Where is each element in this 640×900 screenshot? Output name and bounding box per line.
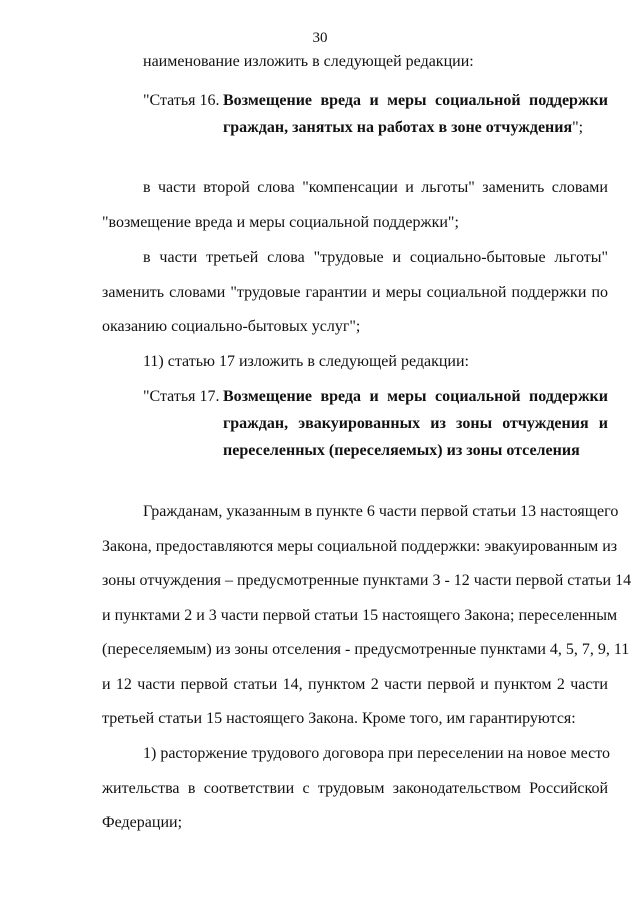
subitem-1-line-2: жительства в соответствии с трудовым законодательством Российской (102, 780, 608, 797)
part2-change-line-1: в части второй слова "компенсации и льготы" заменить словами (143, 179, 608, 196)
part3-change-line-1: в части третьей слова "трудовые и социально-бытовые льготы" (143, 249, 608, 266)
item-11-line: 11) статью 17 изложить в следующей редакции: (143, 353, 469, 370)
subitem-1-line-1: 1) расторжение трудового договора при переселении на новое место (143, 745, 610, 762)
article-16-title-closing: "; (572, 119, 584, 136)
article-17-title-line-1: Возмещение вреда и меры социальной поддержки (223, 388, 608, 405)
body-paragraph-line-3: зоны отчуждения – предусмотренные пунктами 3 - 12 части первой статьи 14 (102, 572, 632, 589)
part2-change-line-2: "возмещение вреда и меры социальной поддержки"; (102, 214, 459, 231)
article-17-title-line-3: переселенных (переселяемых) из зоны отселения (223, 442, 580, 459)
body-paragraph-line-2: Закона, предоставляются меры социальной поддержки: эвакуированным из (102, 538, 618, 555)
intro-line: наименование изложить в следующей редакции: (143, 53, 474, 70)
body-paragraph-line-7: третьей статьи 15 настоящего Закона. Кроме того, им гарантируются: (102, 710, 576, 727)
article-17-title-line-2: граждан, эвакуированных из зоны отчуждения и (223, 415, 608, 432)
body-paragraph-line-1: Гражданам, указанным в пункте 6 части первой статьи 13 настоящего (143, 503, 619, 520)
article-16-label: "Статья 16. (143, 92, 220, 109)
body-paragraph-line-6: и 12 части первой статьи 14, пунктом 2 части первой и пунктом 2 части (102, 676, 608, 693)
part3-change-line-3: оказанию социально-бытовых услуг"; (102, 318, 361, 335)
part3-change-line-2: заменить словами "трудовые гарантии и меры социальной поддержки по (102, 284, 608, 301)
subitem-1-line-3: Федерации; (102, 814, 183, 831)
body-paragraph-line-4: и пунктами 2 и 3 части первой статьи 15 настоящего Закона; переселенным (102, 607, 618, 624)
page-number: 30 (312, 30, 328, 46)
article-17-label: "Статья 17. (143, 388, 220, 405)
article-16-title-line-2 (223, 118, 583, 138)
body-paragraph-line-5: (переселяемым) из зоны отселения - предусмотренные пунктами 4, 5, 7, 9, 11 (102, 641, 630, 658)
article-16-title-line-2-text: граждан, занятых на работах в зоне отчуждения (223, 119, 573, 136)
article-16-title-line-1: Возмещение вреда и меры социальной поддержки (223, 92, 608, 109)
